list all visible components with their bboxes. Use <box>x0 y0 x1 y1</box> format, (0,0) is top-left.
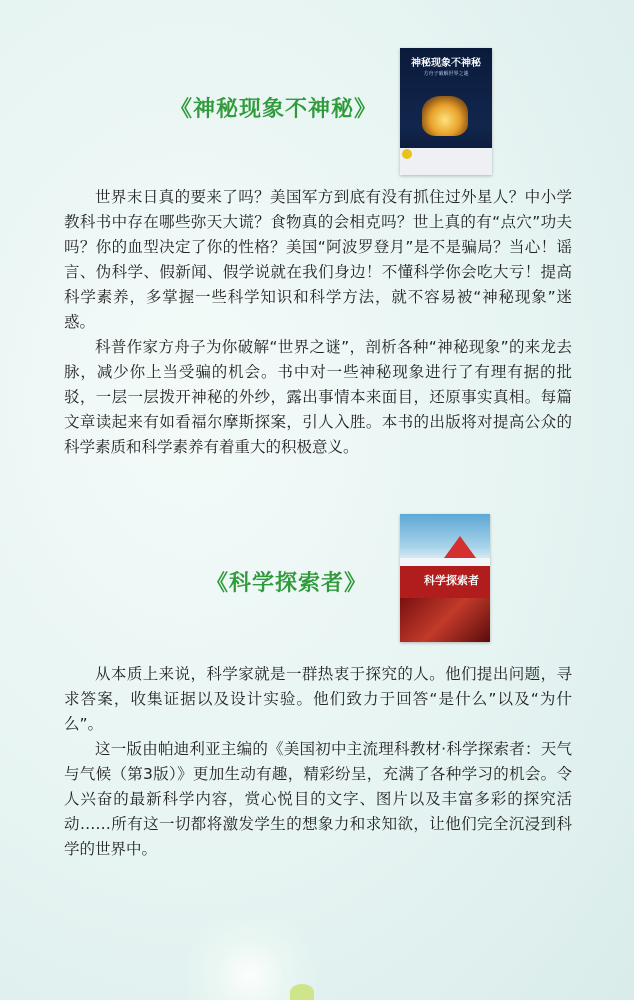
cover-subtitle: 方舟子破解世界之谜 <box>423 71 469 77</box>
cover-title: 科学探索者 <box>424 574 479 587</box>
decorative-leaf-icon <box>290 984 314 1000</box>
section2-paragraph-2: 这一版由帕迪利亚主编的《美国初中主流理科教材·科学探索者：天气与气候（第3版）》更加生动有趣，精彩纷呈，充满了各种学习的机会。令人兴奋的最新科学内容，赏心悦目的文字、图片以及丰富多彩的探究活动……所有这一切都将激发学生的想象力和求知欲，让他们完全沉浸到科学的世界中。 <box>64 740 572 858</box>
section1-body <box>64 185 572 460</box>
book-cover-mystery <box>400 48 492 175</box>
cover-snow <box>400 558 490 566</box>
crystal-image <box>422 96 468 136</box>
section1-paragraph-2: 科普作家方舟子为你破解“世界之谜”，剖析各种“神秘现象”的来龙去脉，减少你上当受骗的机会。书中对一些神秘现象进行了有理有据的批驳，一层一层拨开神秘的外纱，露出事情本来面目，还原事实真相。每篇文章读起来有如看福尔摩斯探案，引人入胜。本书的出版将对提高公众的科学素质和科学素养有着重大的积极意义。 <box>64 338 572 456</box>
tent-icon <box>444 536 476 558</box>
cover-info-stripe <box>400 148 492 175</box>
section2-title: 《科学探索者》 <box>206 571 368 596</box>
cover-title: 神秘现象不神秘 <box>411 58 481 69</box>
section2-paragraph-1: 从本质上来说，科学家就是一群热衷于探究的人。他们提出问题，寻求答案，收集证据以及设计实验。他们致力于回答“是什么”以及“为什么”。 <box>64 665 572 733</box>
section2-body <box>64 662 572 862</box>
cover-fire-image <box>400 598 490 642</box>
badge-icon <box>402 149 412 159</box>
book-cover-science-explorer <box>400 514 490 642</box>
section1-title: 《神秘现象不神秘》 <box>170 97 378 122</box>
section1-paragraph-1: 世界末日真的要来了吗？美国军方到底有没有抓住过外星人？中小学教科书中存在哪些弥天大谎？食物真的会相克吗？世上真的有“点穴”功夫吗？你的血型决定了你的性格？美国“阿波罗登月”是不是骗局？当心！谣言、伪科学、假新闻、假学说就在我们身边！不懂科学你会吃大亏！提高科学素养，多掌握一些科学知识和科学方法，就不容易被“神秘现象”迷惑。 <box>64 188 572 331</box>
